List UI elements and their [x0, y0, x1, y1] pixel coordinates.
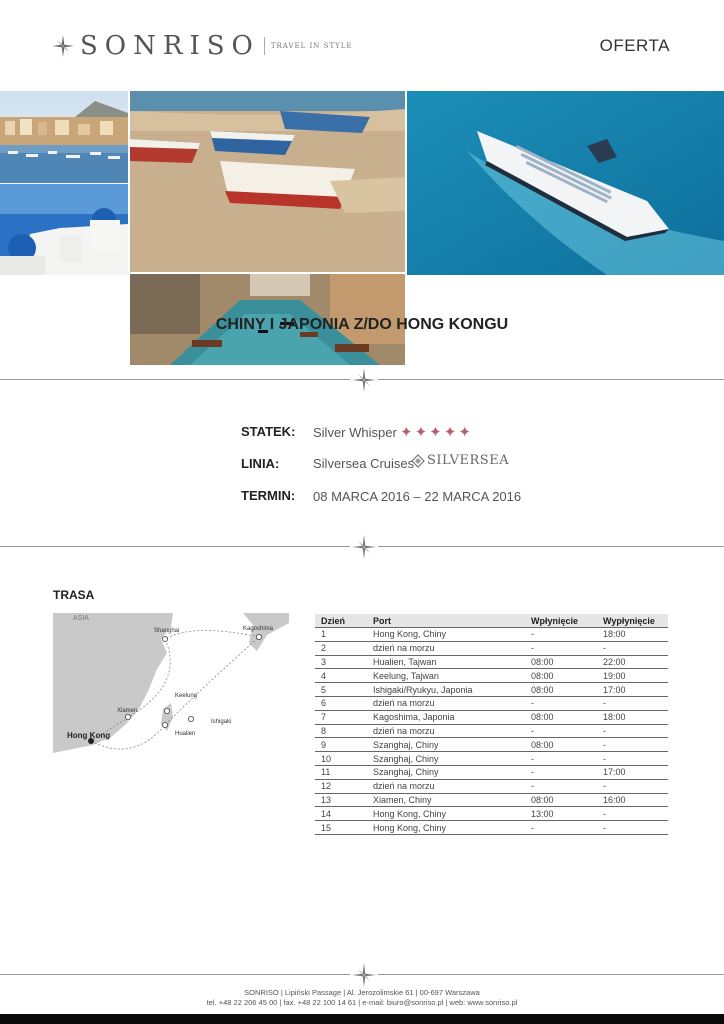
table-row: [315, 779, 668, 793]
header-departure: Wypłynięcie: [597, 614, 668, 628]
map-label-shanghai: Shanghai: [154, 628, 180, 634]
departure-cell: -: [597, 724, 668, 738]
itinerary-table: [315, 614, 668, 835]
silversea-logo: [411, 453, 509, 468]
day-cell: 13: [315, 793, 367, 807]
day-cell: 1: [315, 628, 367, 642]
cruise-title: CHINY I JAPONIA Z/DO HONG KONGU: [215, 316, 509, 333]
compass-star-icon: [52, 35, 74, 57]
port-cell: Szanghaj, Chiny: [367, 752, 525, 766]
day-cell: 4: [315, 669, 367, 683]
table-row: [315, 738, 668, 752]
port-cell: Ishigaki/Ryukyu, Japonia: [367, 683, 525, 697]
day-cell: 10: [315, 752, 367, 766]
arrival-cell: 08:00: [525, 738, 597, 752]
arrival-cell: -: [525, 779, 597, 793]
logo-divider: [264, 37, 265, 55]
table-row: [315, 683, 668, 697]
port-cell: Hong Kong, Chiny: [367, 628, 525, 642]
port-cell: Xiamen, Chiny: [367, 793, 525, 807]
table-row: [315, 696, 668, 710]
footer-contact: tel. +48 22 206 45 00 | fax. +48 22 100 14 61 | e-mail: biuro@sonriso.pl | web: www.sonriso.pl: [206, 998, 518, 1007]
port-cell: Hualien, Tajwan: [367, 655, 525, 669]
day-cell: 12: [315, 779, 367, 793]
arrival-cell: 08:00: [525, 710, 597, 724]
logo-wordmark: SONRISO: [80, 31, 260, 61]
departure-cell: 18:00: [597, 710, 668, 724]
line-label: LINIA:: [241, 456, 280, 471]
port-cell: dzień na morzu: [367, 696, 525, 710]
arrival-cell: -: [525, 724, 597, 738]
arrival-cell: -: [525, 641, 597, 655]
route-heading: TRASA: [53, 588, 95, 602]
day-cell: 9: [315, 738, 367, 752]
day-cell: 8: [315, 724, 367, 738]
departure-cell: 19:00: [597, 669, 668, 683]
departure-cell: -: [597, 807, 668, 821]
boats-beach-photo: [130, 91, 405, 272]
arrival-cell: -: [525, 821, 597, 835]
departure-cell: 17:00: [597, 765, 668, 779]
departure-cell: 17:00: [597, 683, 668, 697]
arrival-cell: 08:00: [525, 669, 597, 683]
star-icon: ✦: [429, 424, 442, 441]
header-port: Port: [367, 614, 525, 628]
photo-collage: [0, 91, 724, 275]
port-cell: dzień na morzu: [367, 779, 525, 793]
section-divider: [0, 368, 724, 392]
map-label-ishigaki: Ishigaki: [211, 719, 232, 725]
offer-label: OFERTA: [599, 36, 670, 55]
ship-label: STATEK:: [241, 424, 296, 439]
table-row: [315, 765, 668, 779]
day-cell: 6: [315, 696, 367, 710]
arrival-cell: -: [525, 628, 597, 642]
departure-cell: -: [597, 696, 668, 710]
day-cell: 5: [315, 683, 367, 697]
map-label-kagoshima: Kagoshima: [243, 626, 274, 632]
table-row: [315, 821, 668, 835]
departure-cell: -: [597, 641, 668, 655]
table-row: [315, 752, 668, 766]
departure-cell: 18:00: [597, 628, 668, 642]
day-cell: 2: [315, 641, 367, 655]
port-cell: Kagoshima, Japonia: [367, 710, 525, 724]
harbor-photo: [0, 91, 128, 183]
line-value: Silversea Cruises: [313, 456, 415, 471]
day-cell: 11: [315, 765, 367, 779]
departure-cell: -: [597, 752, 668, 766]
port-cell: Hong Kong, Chiny: [367, 821, 525, 835]
star-icon: ✦: [400, 424, 413, 441]
silversea-emblem-icon: [411, 454, 425, 468]
sonriso-logo: [52, 30, 353, 62]
departure-cell: -: [597, 821, 668, 835]
arrival-cell: 08:00: [525, 683, 597, 697]
table-row: [315, 641, 668, 655]
table-row: [315, 710, 668, 724]
departure-cell: -: [597, 779, 668, 793]
footer-address: SONRISO | Lipiński Passage | Al. Jerozolimskie 61 | 00-697 Warszawa: [244, 988, 480, 997]
arrival-cell: 13:00: [525, 807, 597, 821]
term-label: TERMIN:: [241, 488, 296, 503]
santorini-photo: [0, 184, 128, 275]
header-day: Dzień: [315, 614, 367, 628]
map-label-hong-kong: Hong Kong: [67, 731, 111, 740]
map-label-asia: ASIA: [73, 615, 89, 622]
route-map: [53, 613, 289, 778]
logo-tagline: TRAVEL IN STYLE: [270, 42, 353, 50]
departure-cell: 16:00: [597, 793, 668, 807]
section-divider: [0, 535, 724, 559]
header-arrival: Wpłynięcie: [525, 614, 597, 628]
map-label-xiamen: Xiamen: [117, 708, 138, 714]
compass-ornament-icon: [352, 963, 376, 987]
ship-rating-stars: [400, 425, 471, 440]
silversea-wordmark: SILVERSEA: [427, 453, 510, 468]
departure-cell: -: [597, 738, 668, 752]
day-cell: 3: [315, 655, 367, 669]
day-cell: 7: [315, 710, 367, 724]
table-row: [315, 669, 668, 683]
compass-ornament-icon: [352, 535, 376, 559]
table-row: [315, 793, 668, 807]
departure-cell: 22:00: [597, 655, 668, 669]
arrival-cell: 08:00: [525, 655, 597, 669]
table-row: [315, 807, 668, 821]
map-label-keelung: Keelung: [175, 693, 198, 699]
arrival-cell: -: [525, 696, 597, 710]
table-row: [315, 655, 668, 669]
port-cell: dzień na morzu: [367, 641, 525, 655]
port-cell: Keelung, Tajwan: [367, 669, 525, 683]
star-icon: ✦: [458, 424, 471, 441]
compass-ornament-icon: [352, 368, 376, 392]
map-label-hualien: Hualien: [175, 731, 196, 737]
arrival-cell: -: [525, 765, 597, 779]
table-row: [315, 628, 668, 642]
arrival-cell: 08:00: [525, 793, 597, 807]
day-cell: 14: [315, 807, 367, 821]
ship-value: Silver Whisper: [313, 425, 397, 440]
star-icon: ✦: [443, 424, 457, 441]
term-value: 08 MARCA 2016 – 22 MARCA 2016: [313, 489, 522, 504]
star-icon: ✦: [414, 424, 428, 441]
bottom-bar: [0, 1014, 724, 1024]
cruise-ship-photo: [407, 91, 724, 275]
port-cell: Szanghaj, Chiny: [367, 765, 525, 779]
table-row: [315, 724, 668, 738]
footer-divider: [0, 963, 724, 987]
table-header-row: [315, 614, 668, 628]
arrival-cell: -: [525, 752, 597, 766]
port-cell: dzień na morzu: [367, 724, 525, 738]
day-cell: 15: [315, 821, 367, 835]
port-cell: Szanghaj, Chiny: [367, 738, 525, 752]
port-cell: Hong Kong, Chiny: [367, 807, 525, 821]
